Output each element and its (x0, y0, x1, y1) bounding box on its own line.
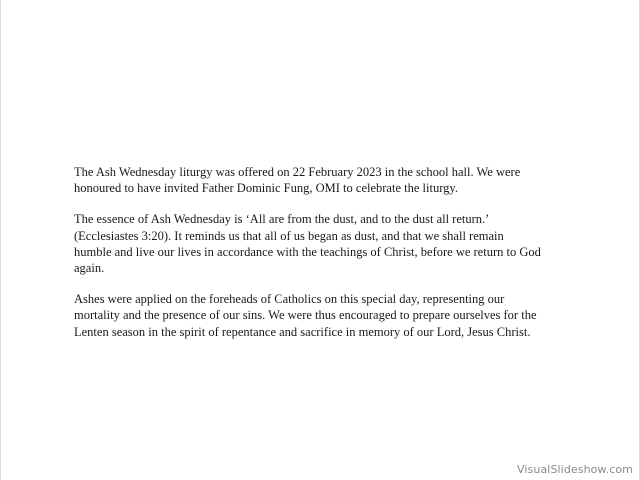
paragraph-line: again. (74, 261, 105, 276)
paragraph-liturgy-intro (74, 164, 574, 196)
paragraph-line: Lenten season in the spirit of repentance and sacrifice in memory of our Lord, Jesus Christ. (74, 324, 531, 339)
paragraph-line: (Ecclesiastes 3:20). It reminds us that all of us began as dust, and that we shall remain (74, 228, 504, 243)
paragraph-ashes (74, 291, 574, 340)
watermark: VisualSlideshow.com (517, 463, 633, 476)
paragraph-line: The essence of Ash Wednesday is ‘All are from the dust, and to the dust all return.’ (74, 212, 490, 227)
slide-text-body (74, 164, 574, 355)
paragraph-line: mortality and the presence of our sins. We were thus encouraged to prepare ourselves for the (74, 308, 537, 323)
paragraph-line: honoured to have invited Father Dominic Fung, OMI to celebrate the liturgy. (74, 181, 458, 196)
paragraph-line: humble and live our lives in accordance with the teachings of Christ, before we return to God (74, 244, 541, 259)
paragraph-essence (74, 211, 574, 276)
paragraph-line: The Ash Wednesday liturgy was offered on 22 February 2023 in the school hall. We were (74, 165, 521, 179)
paragraph-line: Ashes were applied on the foreheads of Catholics on this special day, representing our (74, 292, 505, 307)
